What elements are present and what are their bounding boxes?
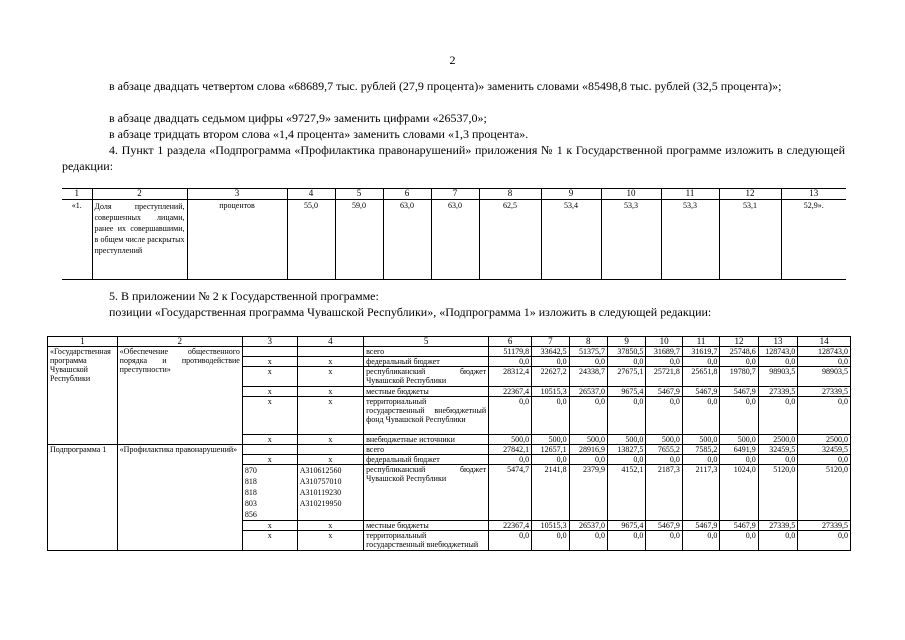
value-cell: 28312,4 xyxy=(489,367,532,387)
funding-table xyxy=(47,336,851,551)
value-cell: 500,0 xyxy=(607,435,645,445)
value-cell: 63,0 xyxy=(431,200,479,280)
header-cell: 8 xyxy=(569,337,607,347)
funding-source: федеральный бюджет xyxy=(364,357,489,367)
funding-source: республиканский бюджет Чувашской Республики xyxy=(364,465,489,521)
value-cell: 500,0 xyxy=(489,435,532,445)
header-cell: 14 xyxy=(798,337,851,347)
value-cell: 10515,3 xyxy=(532,521,569,531)
value-cell: 98903,5 xyxy=(798,367,851,387)
value-cell: 0,0 xyxy=(758,357,798,367)
value-cell: 9675,4 xyxy=(607,521,645,531)
value-cell: 500,0 xyxy=(720,435,758,445)
value-cell: 24338,7 xyxy=(569,367,607,387)
code-cell: х xyxy=(242,455,297,465)
header-cell: 11 xyxy=(661,189,719,200)
header-cell: 13 xyxy=(781,189,846,200)
value-cell: 5474,7 xyxy=(489,465,532,521)
header-cell: 7 xyxy=(431,189,479,200)
value-cell: 0,0 xyxy=(682,397,719,435)
value-cell: 0,0 xyxy=(798,531,851,551)
header-cell: 7 xyxy=(532,337,569,347)
value-cell: 0,0 xyxy=(682,455,719,465)
value-cell: 27339,5 xyxy=(798,387,851,397)
header-cell: 10 xyxy=(601,189,661,200)
code-cell xyxy=(297,347,363,357)
value-cell: 62,5 xyxy=(479,200,541,280)
page-number: 2 xyxy=(449,53,456,67)
value-cell: 22367,4 xyxy=(489,521,532,531)
value-cell: 19780,7 xyxy=(720,367,758,387)
funding-source: территориальный государственный внебюджетный фонд Чувашской Республики xyxy=(364,397,489,435)
funding-source: местные бюджеты xyxy=(364,387,489,397)
header-cell: 6 xyxy=(383,189,431,200)
value-cell: 0,0 xyxy=(720,455,758,465)
value-cell: 53,1 xyxy=(719,200,781,280)
code-cell xyxy=(242,445,297,455)
header-cell: 12 xyxy=(720,337,758,347)
value-cell: 5467,9 xyxy=(682,521,719,531)
value-cell: 27842,1 xyxy=(489,445,532,455)
code-cell: х xyxy=(297,435,363,445)
value-cell: 51375,7 xyxy=(569,347,607,357)
value-cell: 55,0 xyxy=(287,200,335,280)
header-cell: 1 xyxy=(62,189,92,200)
value-cell: 2500,0 xyxy=(798,435,851,445)
value-cell: 5467,9 xyxy=(720,387,758,397)
value-cell: 53,4 xyxy=(541,200,601,280)
value-cell: 1024,0 xyxy=(720,465,758,521)
target-article-code: А310612560 xyxy=(299,466,342,475)
value-cell: 5467,9 xyxy=(682,387,719,397)
value-cell: 128743,0 xyxy=(798,347,851,357)
value-cell: 27339,5 xyxy=(758,387,798,397)
value-cell: 5120,0 xyxy=(758,465,798,521)
code-cell: х xyxy=(242,397,297,435)
code-cell: х xyxy=(297,357,363,367)
value-cell: 0,0 xyxy=(758,397,798,435)
value-cell: 0,0 xyxy=(489,531,532,551)
code-cell: х xyxy=(242,531,297,551)
table-row xyxy=(62,200,846,280)
value-cell: 2141,8 xyxy=(532,465,569,521)
target-article-code: А310757010 xyxy=(299,477,342,486)
value-cell: 31689,7 xyxy=(646,347,683,357)
code-cell: х xyxy=(297,397,363,435)
header-cell: 8 xyxy=(479,189,541,200)
header-cell: 4 xyxy=(297,337,363,347)
value-cell: 13827,5 xyxy=(607,445,645,455)
value-cell: 128743,0 xyxy=(758,347,798,357)
funding-source: местные бюджеты xyxy=(364,521,489,531)
value-cell: 0,0 xyxy=(607,531,645,551)
value-cell: 0,0 xyxy=(569,531,607,551)
budget-code: 870 xyxy=(244,466,257,475)
funding-source: всего xyxy=(364,347,489,357)
value-cell: 0,0 xyxy=(646,397,683,435)
value-cell: 32459,5 xyxy=(798,445,851,455)
header-cell: 1 xyxy=(48,337,118,347)
header-cell: 5 xyxy=(364,337,489,347)
value-cell: 5467,9 xyxy=(720,521,758,531)
indicator-table xyxy=(62,188,846,280)
value-cell: 6491,9 xyxy=(720,445,758,455)
value-cell: 0,0 xyxy=(646,357,683,367)
value-cell: 4152,1 xyxy=(607,465,645,521)
value-cell: 0,0 xyxy=(532,397,569,435)
value-cell: 0,0 xyxy=(798,397,851,435)
value-cell: 28916,9 xyxy=(569,445,607,455)
header-cell: 13 xyxy=(758,337,798,347)
value-cell: 0,0 xyxy=(489,455,532,465)
value-cell: 33642,5 xyxy=(532,347,569,357)
value-cell: 22627,2 xyxy=(532,367,569,387)
value-cell: 0,0 xyxy=(532,455,569,465)
header-cell: 3 xyxy=(187,189,287,200)
funding-table-body xyxy=(48,347,851,551)
value-cell: 53,3 xyxy=(601,200,661,280)
value-cell: 27339,5 xyxy=(798,521,851,531)
value-cell: 0,0 xyxy=(646,455,683,465)
value-cell: 0,0 xyxy=(646,531,683,551)
funding-source: внебюджетные источники xyxy=(364,435,489,445)
code-cell: х xyxy=(297,455,363,465)
value-cell: 26537,0 xyxy=(569,521,607,531)
value-cell: 0,0 xyxy=(758,531,798,551)
code-cell: х xyxy=(297,367,363,387)
value-cell: 0,0 xyxy=(682,357,719,367)
value-cell: 5120,0 xyxy=(798,465,851,521)
code-cell: х xyxy=(242,357,297,367)
code-cell: х xyxy=(242,387,297,397)
value-cell: 0,0 xyxy=(607,455,645,465)
code-cell: х xyxy=(242,367,297,387)
row-number: «1. xyxy=(71,201,82,210)
value-cell: 0,0 xyxy=(532,357,569,367)
value-cell: 12657,1 xyxy=(532,445,569,455)
value-cell: 0,0 xyxy=(798,357,851,367)
budget-code: 818 xyxy=(244,488,257,497)
value-cell: 500,0 xyxy=(646,435,683,445)
code-cell: х xyxy=(242,435,297,445)
value-cell: 53,3 xyxy=(661,200,719,280)
value-cell: 25651,8 xyxy=(682,367,719,387)
value-cell: 37850,5 xyxy=(607,347,645,357)
funding-source: всего xyxy=(364,445,489,455)
budget-code: 856 xyxy=(244,510,257,519)
funding-source: федеральный бюджет xyxy=(364,455,489,465)
value-cell: 0,0 xyxy=(798,455,851,465)
table-row xyxy=(48,445,851,455)
value-cell: 0,0 xyxy=(758,455,798,465)
value-cell: 63,0 xyxy=(383,200,431,280)
value-cell: 52,9». xyxy=(781,200,846,280)
header-cell: 9 xyxy=(607,337,645,347)
value-cell: 31619,7 xyxy=(682,347,719,357)
value-cell: 32459,5 xyxy=(758,445,798,455)
table-row xyxy=(48,347,851,357)
value-cell: 9675,4 xyxy=(607,387,645,397)
code-cell xyxy=(297,445,363,455)
value-cell: 0,0 xyxy=(720,357,758,367)
code-cell: х xyxy=(242,521,297,531)
paragraph-4: 4. Пункт 1 раздела «Подпрограмма «Профилактика правонарушений» приложения № 1 к Государственной программе изложить в следующей редакции: xyxy=(62,143,845,173)
value-cell: 10515,3 xyxy=(532,387,569,397)
value-cell: 2117,3 xyxy=(682,465,719,521)
value-cell: 0,0 xyxy=(607,357,645,367)
target-article-codes xyxy=(297,465,363,521)
unit-cell: процентов xyxy=(187,200,287,280)
table-header-row xyxy=(62,189,846,200)
value-cell: 0,0 xyxy=(569,357,607,367)
value-cell: 7655,2 xyxy=(646,445,683,455)
program-name: «Государственная программа Чувашской Республики xyxy=(48,347,118,445)
value-cell: 2379,9 xyxy=(569,465,607,521)
value-cell: 0,0 xyxy=(489,357,532,367)
value-cell: 25721,8 xyxy=(646,367,683,387)
value-cell: 2500,0 xyxy=(758,435,798,445)
budget-codes xyxy=(242,465,297,521)
header-cell: 3 xyxy=(242,337,297,347)
target-article-code: А310219950 xyxy=(299,499,342,508)
header-cell: 6 xyxy=(489,337,532,347)
value-cell: 0,0 xyxy=(489,397,532,435)
budget-code: 803 xyxy=(244,499,257,508)
code-cell xyxy=(242,347,297,357)
value-cell: 0,0 xyxy=(720,531,758,551)
value-cell: 2187,3 xyxy=(646,465,683,521)
header-cell: 5 xyxy=(335,189,383,200)
program-description: «Профилактика правонарушений» xyxy=(117,445,242,551)
program-description: «Обеспечение общественного порядка и противодействие преступности» xyxy=(117,347,242,445)
header-cell: 10 xyxy=(646,337,683,347)
header-cell: 2 xyxy=(92,189,187,200)
value-cell: 0,0 xyxy=(682,531,719,551)
value-cell: 500,0 xyxy=(532,435,569,445)
funding-source: территориальный государственный внебюджетный xyxy=(364,531,489,551)
table-header-row xyxy=(48,337,851,347)
value-cell: 500,0 xyxy=(682,435,719,445)
value-cell: 26537,0 xyxy=(569,387,607,397)
header-cell: 2 xyxy=(117,337,242,347)
header-cell: 11 xyxy=(682,337,719,347)
target-article-code: А310119230 xyxy=(299,488,342,497)
section-5-heading: 5. В приложении № 2 к Государственной программе: xyxy=(109,289,379,303)
budget-code: 818 xyxy=(244,477,257,486)
value-cell: 22367,4 xyxy=(489,387,532,397)
code-cell: х xyxy=(297,531,363,551)
value-cell: 0,0 xyxy=(569,455,607,465)
section-5-text: позиции «Государственная программа Чувашской Республики», «Подпрограмма 1» изложить в следующей редакции: xyxy=(109,305,712,319)
program-name: Подпрограмма 1 xyxy=(48,445,118,551)
value-cell: 25748,6 xyxy=(720,347,758,357)
value-cell: 0,0 xyxy=(720,397,758,435)
value-cell: 27339,5 xyxy=(758,521,798,531)
value-cell: 0,0 xyxy=(607,397,645,435)
value-cell: 5467,9 xyxy=(646,387,683,397)
paragraph-2: в абзаце двадцать седьмом цифры «9727,9» заменить цифрами «26537,0»; xyxy=(109,111,487,125)
funding-source: республиканский бюджет Чувашской Республики xyxy=(364,367,489,387)
value-cell: 500,0 xyxy=(569,435,607,445)
value-cell: 51179,8 xyxy=(489,347,532,357)
value-cell: 59,0 xyxy=(335,200,383,280)
value-cell: 27675,1 xyxy=(607,367,645,387)
header-cell: 9 xyxy=(541,189,601,200)
header-cell: 4 xyxy=(287,189,335,200)
value-cell: 0,0 xyxy=(569,397,607,435)
value-cell: 98903,5 xyxy=(758,367,798,387)
code-cell: х xyxy=(297,521,363,531)
code-cell: х xyxy=(297,387,363,397)
header-cell: 12 xyxy=(719,189,781,200)
paragraph-3: в абзаце тридцать втором слова «1,4 процента» заменить словами «1,3 процента». xyxy=(109,127,529,141)
indicator-name: Доля преступлений, совершенных лицами, ранее их совершавшими, в общем числе раскрытых преступлений xyxy=(92,200,187,280)
paragraph-1: в абзаце двадцать четвертом слова «68689,7 тыс. рублей (27,9 процента)» заменить словами «85498,8 тыс. рублей (32,5 процента)»; xyxy=(109,79,782,93)
value-cell: 7585,2 xyxy=(682,445,719,455)
value-cell: 0,0 xyxy=(532,531,569,551)
value-cell: 5467,9 xyxy=(646,521,683,531)
